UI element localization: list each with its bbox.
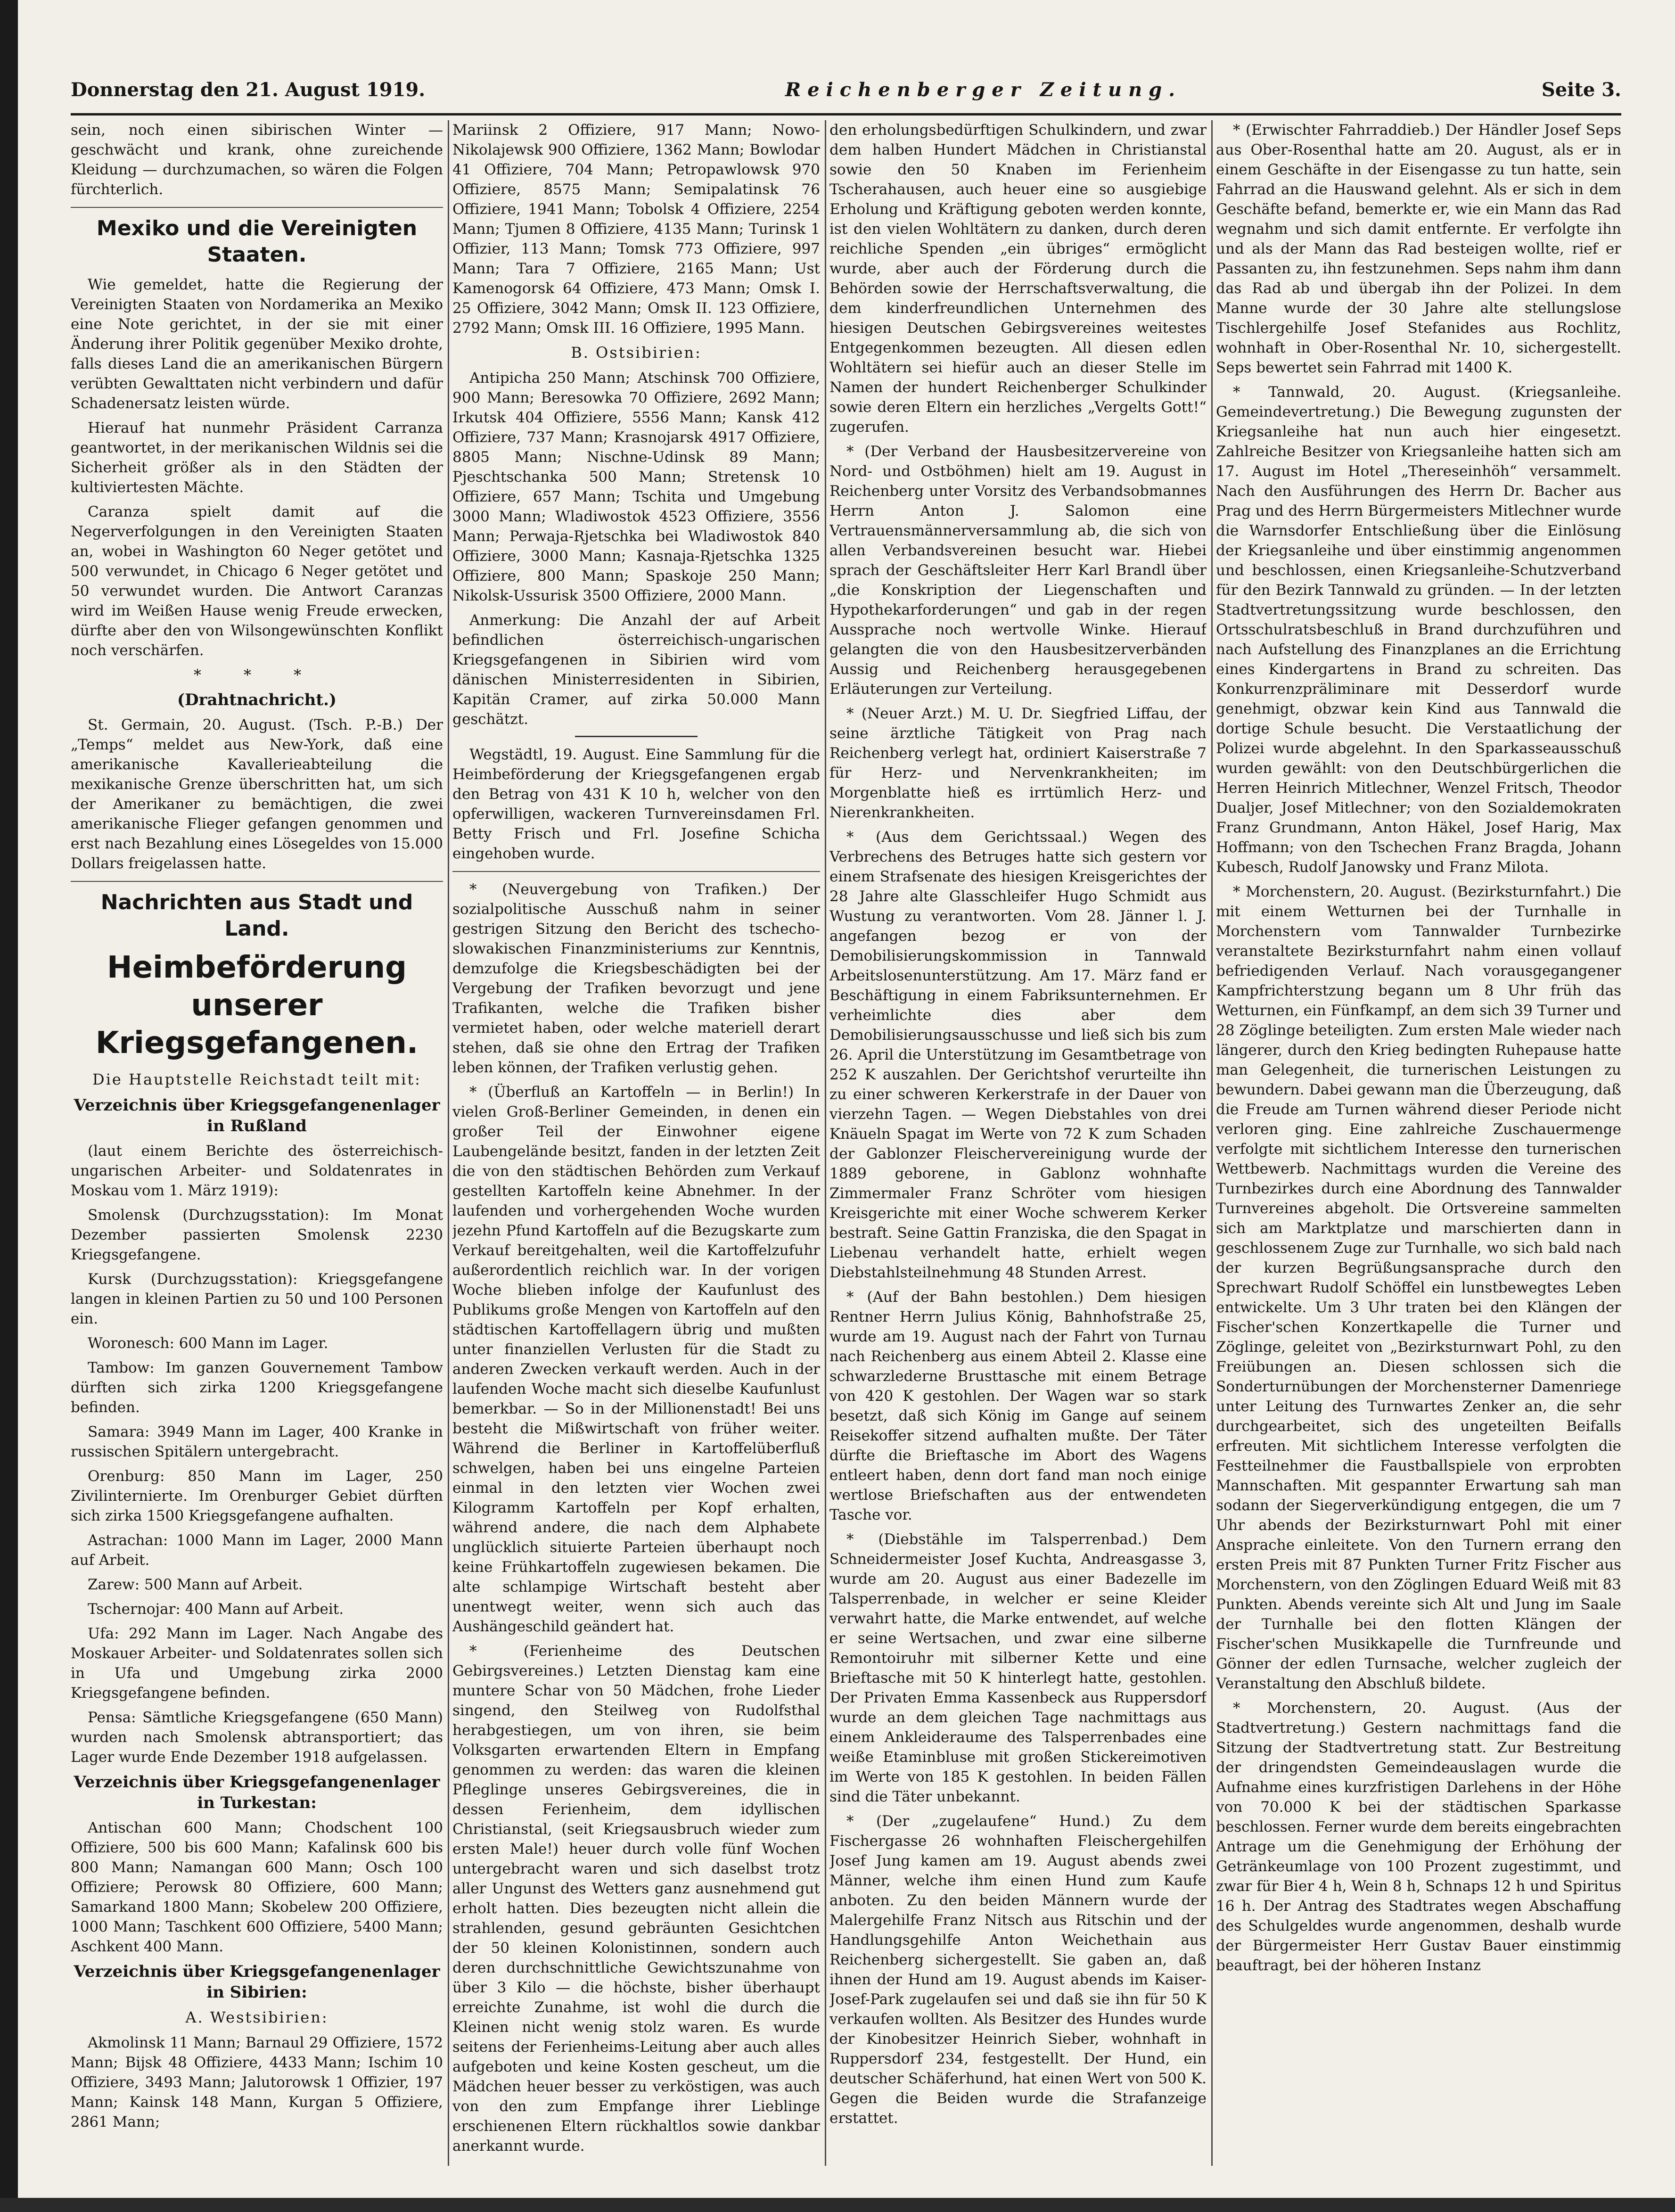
scan-edge-left bbox=[0, 0, 18, 2212]
header-rule bbox=[71, 113, 1621, 115]
page-header bbox=[71, 71, 1621, 108]
list-title-sibirien: Verzeichnis über Kriegsgefangenenlager in Sibirien: bbox=[74, 1962, 440, 2002]
paragraph: Antipicha 250 Mann; Atschinsk 700 Offiziere, 900 Mann; Beresowka 70 Offiziere, 2692 Mann; Irkutsk 404 Offiziere, 5556 Mann; Kansk 412 Offiziere, 737 Mann; Krasnojarsk 4917 Offiziere, 8805 Mann; Nischne-Udinsk 89 Mann; Pjeschtschanka 500 Mann; Stretensk 10 Offiziere, 657 Mann; Tschita und Umgebung 3000 Mann; Wladiwostok 4523 Offiziere, 3556 Mann; Perwaja-Rjetschka bei Wladiwostok 840 Offiziere, 3000 Mann; Kasnaja-Rjetschka 1325 Offiziere, 800 Mann; Spaskoje 250 Mann; Nikolsk-Ussurisk 3500 Offiziere, 2000 Mann. bbox=[452, 370, 820, 604]
divider bbox=[575, 736, 698, 737]
paragraph: Tschernojar: 400 Mann auf Arbeit. bbox=[88, 1601, 344, 1618]
paragraph: Pensa: Sämtliche Kriegsgefangene (650 Mann) wurden nach Smolensk abtransportiert; das Lager wurde Ende Dezember 1918 aufgelassen. bbox=[71, 1709, 443, 1766]
news-item: * (Der Verband der Hausbesitzervereine von Nord- und Ostböhmen) hielt am 19. August in Reichenberg unter Vorsitz des Verbandsobmannes Herrn Anton J. Salomon eine Vertrauensmännerversammlung ab, die sich von allen Verbandsvereinen besucht war. Hiebei sprach der Geschäftsleiter Herr Karl Brandl über „die Konskription der Liegenschaften und Hypothekarforderungen“ und gab in der regen Aussprache noch wertvolle Winke. Hierauf gelangten die von den Hausbesitzerverbänden Aussig und Reichenberg herausgegebenen Erläuterungen zur Verteilung. bbox=[829, 443, 1207, 698]
paragraph: Astrachan: 1000 Mann im Lager, 2000 Mann auf Arbeit. bbox=[71, 1532, 443, 1569]
column-4 bbox=[1216, 120, 1621, 2166]
divider bbox=[71, 881, 443, 882]
column-separator bbox=[825, 120, 826, 2166]
news-item: * (Aus dem Gerichtssaal.) Wegen des Verbrechens des Betruges hatte sich gestern vor einem Strafsenate des hiesigen Kreisgerichtes der 28 Jahre alte Glasschleifer Hugo Schmidt aus Wustung zu verantworten. Vom 28. Jänner l. J. angefangen bezog er von der Demobilisierungskommission in Tannwald Arbeitslosenunterstützung. Am 17. März fand er Beschäftigung in einem Fabriksunternehmen. Er verheimlichte dies aber dem Demobilisierungsausschusse und ließ sich bis zum 26. April die Unterstützung im Gesamtbetrage von 252 K auszahlen. Der Gerichtshof verurteilte ihn zu einer schweren Kerkerstrafe in der Dauer von vierzehn Tagen. — Wegen Diebstahles von drei Knäueln Spagat im Werte von 72 K zum Schaden der Gablonzer Fleischervereinigung wurde der 1889 geborene, in Gablonz wohnhafte Zimmermaler Franz Schröter vom hiesigen Kreisgerichte mit einer Woche schwerem Kerker bestraft. Seine Gattin Franziska, die den Spagat in Liebenau verhandelt hatte, erhielt wegen Diebstahlsteilnehmung 48 Stunden Arrest. bbox=[829, 829, 1207, 1281]
subheading-westsibirien: A. Westsibirien: bbox=[185, 2008, 328, 2026]
divider bbox=[452, 871, 820, 872]
paragraph: Samara: 3949 Mann im Lager, 400 Kranke in russischen Spitälern untergebracht. bbox=[71, 1423, 443, 1460]
paragraph: Mariinsk 2 Offiziere, 917 Mann; Nowo-Nikolajewsk 900 Offiziere, 1362 Mann; Bowlodar 41 Offiziere, 704 Mann; Petropawlowsk 970 Offiziere, 8575 Mann; Semipalatinsk 76 Offiziere, 1941 Mann; Tobolsk 4 Offiziere, 2254 Mann; Tjumen 8 Offiziere, 4135 Mann; Turinsk 1 Offizier, 113 Mann; Tomsk 773 Offiziere, 997 Mann; Tara 7 Offiziere, 2165 Mann; Ust Kamenogorsk 64 Offiziere, 473 Mann; Omsk I. 25 Offiziere, 3042 Mann; Omsk II. 123 Offiziere, 2792 Mann; Omsk III. 16 Offiziere, 1995 Mann. bbox=[452, 122, 820, 337]
subheading: Die Hauptstelle Reichstadt teilt mit: bbox=[92, 1070, 421, 1088]
column-3 bbox=[829, 120, 1207, 2166]
news-item: * Morchenstern, 20. August. (Aus der Stadtvertretung.) Gestern nachmittags fand die Sitzung der Stadtvertretung statt. Zur Bestreitung der dringendsten Gemeindeauslagen wurde die Aufnahme eines kurzfristigen Darlehens in der Höhe von 70.000 K bei der städtischen Sparkasse beschlossen. Ferner wurde dem bereits eingebrachten Antrage um die Genehmigung der Erhöhung der Getränkeumlage von 100 Prozent zugestimmt, und zwar für Bier 4 h, Wein 8 h, Schnaps 12 h und Spiritus 16 h. Der Antrag des Stadtrates wegen Abschaffung des Schulgeldes wurde angenommen, deshalb wurde der Bürgermeister Herr Gustav Bauer einstimmig beauftragt, bei der höheren Instanz bbox=[1216, 1700, 1621, 1974]
scan-edge-bottom bbox=[0, 2198, 1675, 2212]
news-item: * (Der „zugelaufene“ Hund.) Zu dem Fischergasse 26 wohnhaften Fleischergehilfen Josef Jung kamen am 19. August abends zwei Männer, welche ihm einen Hund zum Kaufe anboten. Zu den beiden Männern wurde der Malergehilfe Franz Nitsch aus Ritschin und der Handlungsgehilfe Anton Weichethain aus Reichenberg sichergestellt. Sie gaben an, daß ihnen der Hund am 19. August abends im Kaiser-Josef-Park zugelaufen sei und daß sie ihn für 50 K verkaufen wollten. Als Besitzer des Hundes wurde der Kinobesitzer Heinrich Sieber, wohnhaft in Ruppersdorf 234, festgestellt. Der Hund, ein deutscher Schäferhund, hat einen Wert von 500 K. Gegen die Beiden wurde die Strafanzeige erstattet. bbox=[829, 1813, 1207, 2127]
paragraph: Kursk (Durchzugsstation): Kriegsgefangene langen in kleinen Partien zu 50 und 100 Personen ein. bbox=[71, 1271, 443, 1327]
list-title-turkestan: Verzeichnis über Kriegsgefangenenlager in Turkestan: bbox=[74, 1773, 440, 1812]
paragraph: Caranza spielt damit auf die Negerverfolgungen in den Vereinigten Staaten an, wobei in Washington 60 Neger getötet und 500 verwundet, in Chicago 6 Neger getötet und 50 verwundet wurden. Die Antwort Caranzas wird im Weißen Hause wenig Freude erwecken, dürfte aber den von Wilsongewünschten Konflikt noch verschärfen. bbox=[71, 503, 443, 659]
paragraph: Ufa: 292 Mann im Lager. Nach Angabe des Moskauer Arbeiter- und Soldatenrates sollen sich in Ufa und Umgebung zirka 2000 Kriegsgefangene befinden. bbox=[71, 1625, 443, 1702]
news-item: * (Erwischter Fahrraddieb.) Der Händler Josef Seps aus Ober-Rosenthal hatte am 20. August, als er in einem Geschäfte in der Eisengasse zu tun hatte, sein Fahrrad an die Hauswand gelehnt. Als er sich in dem Geschäfte befand, bemerkte er, wie ein Mann das Rad wegnahm und sich damit entfernte. Er verfolgte ihn und als der Mann das Rad besteigen wollte, rief er Passanten zu, ihn festzunehmen. Seps nahm ihm dann das Rad ab und übergab ihn der Polizei. In dem Manne wurde der 30 Jahre alte stellungslose Tischlergehilfe Josef Stefanides aus Rochlitz, wohnhaft in Ober-Rosenthal Nr. 10, sichergestellt. Seps bewertet sein Fahrrad mit 1400 K. bbox=[1216, 122, 1621, 376]
paragraph: Orenburg: 850 Mann im Lager, 250 Zivilinternierte. Im Orenburger Gebiet dürften sich zirka 1500 Kriegsgefangene aufhalten. bbox=[71, 1468, 443, 1524]
divider bbox=[71, 207, 443, 208]
paragraph: Anmerkung: Die Anzahl der auf Arbeit befindlichen österreichisch-ungarischen Kriegsgefangenen in Sibirien wird vom dänischen Ministerresidenten in Sibirien, Kapitän Cramer, auf zirka 50.000 Mann geschätzt. bbox=[452, 612, 820, 728]
news-item: * (Diebstähle im Talsperrenbad.) Dem Schneidermeister Josef Kuchta, Andreasgasse 3, wurde am 20. August aus einer Badezelle im Talsperrenbade, in welcher er seine Kleider verwahrt hatte, die Marke entwendet, auf welche er seine Wertsachen, und zwar eine silberne Remontoiruhr mit silberner Kette und eine Brieftasche mit 50 K hinterlegt hatte, gestohlen. Der Privaten Emma Kassenbeck aus Ruppersdorf wurde an dem gleichen Tage nachmittags aus einem Ankleideraume des Talsperrenbades eine weiße Etaminbluse mit großen Stickereimotiven im Werte von 185 K gestohlen. In beiden Fällen sind die Täter unbekannt. bbox=[829, 1531, 1207, 1805]
paragraph: Antischan 600 Mann; Chodschent 100 Offiziere, 500 bis 600 Mann; Kafalinsk 600 bis 800 Mann; Namangan 600 Mann; Osch 100 Offiziere; Perowsk 80 Offiziere, 600 Mann; Samarkand 1800 Mann; Skobelew 200 Offiziere, 1000 Mann; Taschkent 600 Offiziere, 5400 Mann; Aschkent 400 Mann. bbox=[71, 1819, 443, 1955]
paragraph: Tambow: Im ganzen Gouvernement Tambow dürften sich zirka 1200 Kriegsgefangene befinden. bbox=[71, 1359, 443, 1416]
paragraph: Woronesch: 600 Mann im Lager. bbox=[88, 1335, 328, 1352]
article-continuation: sein, noch einen sibirischen Winter — geschwächt und krank, ohne zureichende Kleidung — durchzumachen, so wären die Folgen fürchterlich. bbox=[71, 122, 443, 198]
column-separator bbox=[448, 120, 449, 2166]
news-item: * (Überfluß an Kartoffeln — in Berlin!) In vielen Groß-Berliner Gemeinden, in denen ein großer Teil der Einwohner eigene Laubengelände besitzt, fanden in der letzten Zeit die von den städtischen Behörden zum Verkauf gestellten Kartoffeln keine Abnehmer. In der laufenden und vorhergehenden Woche wurden jezehn Pfund Kartoffeln auf die Bezugskarte zum Verkauf bereitgehalten, weil die Kartoffelzufuhr außerordentlich reichlich war. In der vorigen Woche blieben infolge der Kaufunlust des Publikums große Mengen von Kartoffeln auf den städtischen Kartoffellagern übrig und mußten unter finanziellen Verlusten für die Stadt zu anderen Zwecken verkauft werden. Auch in der laufenden Woche macht sich dieselbe Kaufunlust bemerkbar. — So in der Millionenstadt! Bei uns besteht die Mißwirtschaft von früher weiter. Während die Berliner in Kartoffelüberfluß schwelgen, haben bei uns eingelne Parteien einmal in den letzten vier Wochen zwei Kilogramm Kartoffeln per Kopf erhalten, während andere, die nach dem Alphabete unglücklich situierte Parteien überhaupt noch keine Frühkartoffeln zugewiesen bekamen. Die alte schlampige Wirtschaft besteht aber unentwegt weiter, wenn sich auch das Aushängeschild geändert hat. bbox=[452, 1084, 820, 1635]
dateline: (Drahtnachricht.) bbox=[177, 691, 337, 709]
article-title-mexico: Mexiko und die Vereinigten Staaten. bbox=[96, 216, 418, 267]
news-item: * (Auf der Bahn bestohlen.) Dem hiesigen Rentner Herrn Julius König, Bahnhofstraße 25, wurde am 19. August nach der Fahrt von Turnau nach Reichenberg aus einem Abteil 2. Klasse eine schwarzlederne Brusttasche mit einem Betrage von 420 K gestohlen. Der Wagen war so stark besetzt, daß sich König im Gange auf seinem Reisekoffer sitzend aufhalten mußte. Der Täter dürfte die Brieftasche im Abort des Wagens entleert haben, denn dort fand man noch einige wertlose Briefschaften aus der entwendeten Tasche vor. bbox=[829, 1289, 1207, 1523]
list-title-russland: Verzeichnis über Kriegsgefangenenlager in Rußland bbox=[74, 1096, 440, 1135]
paragraph: Wie gemeldet, hatte die Regierung der Vereinigten Staaten von Nordamerika an Mexiko eine Note gerichtet, in der sie mit einer Änderung ihrer Politik gegenüber Mexiko drohte, falls dieses Land die an amerikanischen Bürgern verübten Gewalttaten nicht verbindern und dafür Schadenersatz leisten würde. bbox=[71, 276, 443, 412]
news-item: * (Neuer Arzt.) M. U. Dr. Siegfried Liffau, der seine ärztliche Tätigkeit von Prag nach Reichenberg verlegt hat, ordiniert Kaiserstraße 7 für Herz- und Nervenkrankheiten; im Morgenblatte hieß es irrtümlich Herz- und Nierenkrankheiten. bbox=[829, 705, 1207, 821]
paragraph: Akmolinsk 11 Mann; Barnaul 29 Offiziere, 1572 Mann; Bijsk 48 Offiziere, 4433 Mann; Ischim 10 Offiziere, 3493 Mann; Jalutorowsk 1 Offizier, 197 Mann; Kainsk 148 Mann, Kurgan 5 Offiziere, 2861 Mann; bbox=[71, 2034, 443, 2130]
header-page-number: Seite 3. bbox=[1541, 78, 1621, 101]
news-item: * Morchenstern, 20. August. (Bezirksturnfahrt.) Die mit einem Wetturnen bei der Turnhalle in Morchenstern vom Tannwalder Turnbezirke veranstaltete Bezirksturnfahrt nahm einen vollauf befriedigenden Verlauf. Nach vorausgegangener Kampfrichterstzung begann um 8 Uhr früh das Wetturnen, ein Fünfkampf, an dem sich 39 Turner und 28 Zöglinge beteiligten. Zum ersten Male wieder nach längerer, durch den Krieg bedingten Ruhepause hatte man Gelegenheit, die turnerischen Leistungen zu bewundern. Dabei gewann man die Überzeugung, daß die Freude am Turnen während dieser Periode nicht verloren ging. Eine zahlreiche Zuschauermenge verfolgte mit sichtlichem Interesse den turnerischen Wettbewerb. Nachmittags wurden die Vereine des Turnbezirkes durch eine Abordnung des Tannwalder Turnvereines abgeholt. Die Ortsvereine sammelten sich am Marktplatze und marschierten dann in geschlossenem Zuge zur Turnhalle, wo sich bald nach der kurzen Begrüßungsansprache durch den Sprechwart Rudolf Schöffel ein lunstbewegtes Leben entwickelte. Um 3 Uhr traten bei den Klängen der Fischer'schen Konzertkapelle die Turner und Zöglinge, geleitet von „Bezirksturnwart Pohl, zu den Freiübungen an. Diesen schlossen sich die Sonderturnübungen der Morchensterner Damenriege unter Leitung des Turnwartes Zenker an, die sehr durchgearbeitet, sich des ungeteilten Beifalls erfreuten. Mit sichtlichem Interesse verfolgten die Festteilnehmer die Faustballspiele von erprobten Mannschaften. Mit gespannter Erwartung sah man sodann der Siegerverkündigung entgegen, die um 7 Uhr abends der Bezirksturnwart Pohl mit einer Ansprache einleitete. Von den Turnern errang den ersten Preis mit 87 Punkten Turner Fritz Fischer aus Morchenstern, von den Zöglingen Eduard Weiß mit 83 Punkten. Abends vereinte sich Alt und Jung im Saale der Turnhalle bei den flotten Klängen der Fischer'schen Musikkapelle die Turnfreunde und Gönner der edlen Turnsache, welcher zugleich der Veranstaltung den Abschluß bildete. bbox=[1216, 883, 1621, 1692]
paragraph: St. Germain, 20. August. (Tsch. P.-B.) Der „Temps“ meldet aus New-York, daß eine amerikanische Kavallerieabteilung die mexikanische Grenze überschritten hat, um sich der Amerikaner zu bemächtigen, die zwei amerikanische Flieger gefangen genommen und erst nach Bezahlung eines Lösegeldes von 15.000 Dollars freigelassen hatte. bbox=[71, 716, 443, 872]
headline-kriegsgefangene: Heimbeförderung unserer Kriegsgefangenen. bbox=[95, 950, 419, 1061]
header-date: Donnerstag den 21. August 1919. bbox=[71, 78, 426, 101]
subheading-ostsibirien: B. Ostsibirien: bbox=[571, 344, 702, 362]
paragraph: Zarew: 500 Mann auf Arbeit. bbox=[88, 1576, 303, 1593]
news-item: * Tannwald, 20. August. (Kriegsanleihe. Gemeindevertretung.) Die Bewegung zugunsten der Kriegsanleihe hat nun auch hier eingesetzt. Zahlreiche Besitzer von Kriegsanleihe hatten sich am 17. August im Hotel „Thereseinhöh“ versammelt. Nach den Ausführungen des Herrn Dr. Bacher aus Prag und des Herrn Bürgermeisters Mitlechner wurde die Warnsdorfer Entschließung über die Einlösung der Kriegsanleihe und über einstimmig angenommen und beschlossen, einen Kriegsanleihe-Schutzverband für den Bezirk Tannwald zu gründen. — In der letzten Stadtvertretungssitzung wurde beschlossen, den Ortsschulratsbeschluß in Brand durchzuführen und nach Aufstellung des Finanzplanes an die Errichtung eines Kindergartens in Brand zu schreiten. Das Konkurrenzpräliminare mit Desserdorf wurde genehmigt, obzwar kein Kind aus Tannwald die dortige Schule besucht. Die Verstaatlichung der Polizei wurde abgelehnt. In den Sparkasseausschuß wurden gewählt: von den Deutschbürgerlichen die Herren Heinrich Mitlechner, Wenzel Fritsch, Theodor Dualjer, Josef Mitlechner; von den Sozialdemokraten Franz Grundmann, Anton Häkel, Josef Harig, Max Hoffmann; von den Tschechen Franz Bragda, Johann Kubesch, Rudolf Janowsky und Franz Milota. bbox=[1216, 384, 1621, 876]
header-paper-name: Reichenberger Zeitung. bbox=[785, 78, 1182, 101]
section-stars: * * * bbox=[193, 666, 320, 684]
paragraph: den erholungsbedürftigen Schulkindern, und zwar dem halben Hundert Mädchen in Christianstal sowie den 50 Knaben im Ferienheim Tscherahausen, auch heuer eine so ausgiebige Erholung und Kräftigung geboten werden konnte, ist den vielen Wohltätern zu danken, durch deren reichliche Spenden „ein übriges“ ermöglicht wurde, aber auch der Förderung durch die Behörden sowie der Herrschaftsverwaltung, die dem kinderfreundlichen Unternehmen des hiesigen Deutschen Gebirgsvereines weitestes Entgegenkommen bezeugten. All diesen edlen Wohltätern sei hiefür auch an dieser Stelle im Namen der hundert Reichenberger Schulkinder sowie deren Eltern ein herzliches „Vergelts Gott!“ zugerufen. bbox=[829, 122, 1207, 436]
news-item: * (Neuvergebung von Trafiken.) Der sozialpolitische Ausschuß nahm in seiner gestrigen Sitzung den Bericht des tschecho-slowakischen Finanzministeriums zur Kenntnis, demzufolge die Kriegsbeschädigten bei der Vergebung der Trafiken bevorzugt und jene Trafikanten, welche die Trafiken bisher vermietet haben, oder welche materiell derart stehen, daß sie ohne den Ertrag der Trafiken leben können, der Trafiken verlustig gehen. bbox=[452, 881, 820, 1076]
paragraph: Wegstädtl, 19. August. Eine Sammlung für die Heimbeförderung der Kriegsgefangenen ergab den Betrag von 431 K 10 h, welcher von den opferwilligen, wackeren Turnvereinsdamen Frl. Betty Frisch und Frl. Josefine Schicha eingehoben wurde. bbox=[452, 746, 820, 862]
paragraph: (laut einem Berichte des österreichisch-ungarischen Arbeiter- und Soldatenrates in Moskau vom 1. März 1919): bbox=[71, 1143, 443, 1199]
column-separator bbox=[1211, 120, 1213, 2166]
news-item: * (Ferienheime des Deutschen Gebirgsvereines.) Letzten Dienstag kam eine muntere Schar von 50 Mädchen, frohe Lieder singend, den Steilweg von Rudolfsthal herabgestiegen, um von ihren, sie beim Volksgarten erwartenden Eltern in Empfang genommen zu werden: das waren die kleinen Pfleglinge unseres Gebirgsvereines, die in dessen Ferienheim, dem idyllischen Christianstal, (seit Kriegsausbruch wieder zum ersten Male!) heuer durch volle fünf Wochen untergebracht waren und sich daselbst trotz aller Ungunst des Wetters ganz ausnehmend gut erholt hatten. Dies bezeugten nicht allein die strahlenden, gesund gebräunten Gesichtchen der 50 kleinen Kolonistinnen, sondern auch deren durchschnittliche Gewichtszunahme von über 3 Kilo — die höchste, bisher überhaupt erreichte Zunahme, ist wohl die durch die Kleinen nicht wenig stolz waren. Es wurde seitens der Ferienheims-Leitung aber auch alles aufgeboten und keine Kosten gescheut, um die Mädchen heuer besser zu verköstigen, was auch von den zum Empfange ihrer Lieblinge erschienenen Eltern rückhaltlos sowie dankbar anerkannt wurde. bbox=[452, 1643, 820, 2154]
section-title-local-news: Nachrichten aus Stadt und Land. bbox=[100, 890, 413, 941]
column-1 bbox=[71, 120, 443, 2166]
paragraph: Hierauf hat nunmehr Präsident Carranza geantwortet, in der merikanischen Wildnis sei die Sicherheit größer als in den Städten der kultiviertesten Mächte. bbox=[71, 419, 443, 496]
column-2 bbox=[452, 120, 820, 2166]
paragraph: Smolensk (Durchzugsstation): Im Monat Dezember passierten Smolensk 2230 Kriegsgefangene. bbox=[71, 1207, 443, 1263]
